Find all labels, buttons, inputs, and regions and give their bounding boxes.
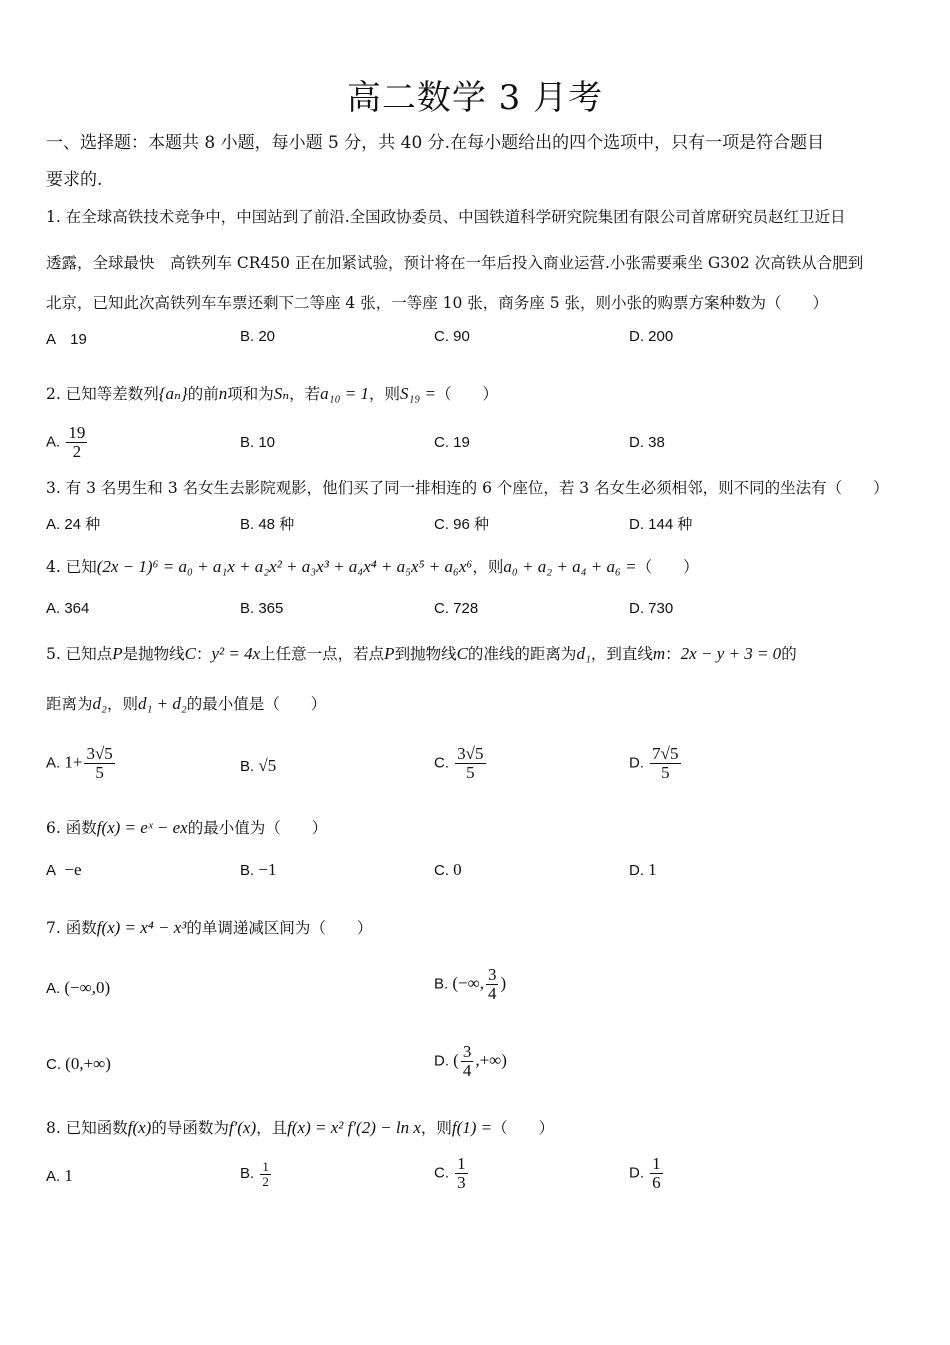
q7-option-c-label: C. (46, 1056, 61, 1073)
q7-suffix: 的单调递减区间为（ ） (186, 919, 373, 937)
q7-option-b-label: B. (434, 975, 449, 993)
q6-option-c-value: 0 (453, 860, 462, 879)
q7-option-d-num: 3 (462, 1042, 472, 1061)
q6-option-d-label: D. (629, 862, 644, 879)
q7-option-b-post: ) (500, 973, 507, 993)
q8-option-d (629, 1155, 665, 1192)
q5-t1: 是抛物线 (122, 645, 185, 663)
q5-line2-mid: ，则 (106, 695, 138, 713)
q6-option-d-value: 1 (648, 860, 657, 879)
q7-option-a-label: A. (46, 980, 61, 997)
q2-option-a-fraction (66, 424, 87, 461)
q6-option-b-label: B. (240, 862, 255, 879)
q7-option-b (434, 966, 506, 1003)
q7-option-d-pre: ( (453, 1050, 459, 1070)
q4-prefix: 4. 已知 (46, 558, 97, 576)
q5-option-d-den: 5 (661, 762, 670, 782)
q8-fpx: f′(x) (228, 1118, 257, 1137)
q8-option-d-num: 1 (652, 1154, 661, 1173)
q6-option-c (434, 860, 462, 880)
q2-ask-pre: ，则 (368, 385, 400, 403)
q3-option-a: A. 24 种 (46, 516, 101, 533)
q7-option-d-den: 4 (462, 1060, 472, 1080)
q5-option-c-den: 5 (466, 762, 475, 782)
q8-option-a-value: 1 (64, 1166, 73, 1185)
q5-p2: P (384, 644, 395, 663)
q5-m: m (652, 644, 666, 663)
q6-option-c-label: C. (434, 862, 449, 879)
q5-option-b (240, 756, 276, 776)
q8-t3: ，则 (420, 1119, 452, 1137)
q8-option-c-den: 3 (457, 1172, 466, 1192)
q5-prefix: 5. 已知点 (46, 645, 113, 663)
q5-option-c-label: C. (434, 754, 449, 772)
q8-option-c-num: 1 (457, 1154, 466, 1173)
q2-option-a-label: A. (46, 433, 61, 451)
q1-line2: 透露，全球最快 高铁列车 CR450 正在加紧试验，预计将在一年后投入商业运营.小张需要乘坐 G302 次高铁从合肥到 (46, 254, 864, 272)
q1-line1: 1. 在全球高铁技术竞争中，中国站到了前沿.全国政协委员、中国铁道科学研究院集团有限公司首席研究员赵红卫近日 (46, 208, 846, 226)
q6-option-b (240, 860, 276, 880)
q5-option-d (629, 745, 683, 782)
q2-condition: a₁₀ = 1 (320, 384, 369, 403)
q8-option-a-label: A. (46, 1168, 61, 1185)
q5-option-d-label: D. (629, 754, 644, 772)
q5-option-b-label: B. (240, 758, 255, 775)
q6-option-d (629, 860, 657, 880)
q8-paren: （ ） (492, 1119, 555, 1137)
q4-stem (46, 555, 699, 577)
q2-option-b: B. 10 (240, 434, 276, 451)
q7-option-d (434, 1043, 507, 1080)
q8-option-d-fraction (650, 1155, 663, 1192)
q7-option-a (46, 978, 110, 998)
q2-option-c: C. 19 (434, 434, 470, 451)
q5-p: P (112, 644, 123, 663)
q8-prefix: 8. 已知函数 (46, 1119, 128, 1137)
q5-c2: C (456, 644, 468, 663)
q2-stem (46, 382, 498, 404)
q8-option-c (434, 1155, 470, 1192)
q5-option-a-num: 3√5 (86, 744, 113, 763)
q7-option-d-fraction (461, 1043, 474, 1080)
q1-line3: 北京，已知此次高铁列车车票还剩下二等座 4 张，一等座 10 张，商务座 5 张，则小张的购票方案种数为（ ） (46, 294, 829, 312)
q4-paren: （ ） (636, 558, 699, 576)
section-heading-line1: 一、选择题：本题共 8 小题，每小题 5 分，共 40 分.在每小题给出的四个选项中，只有一项是符合题目 (46, 133, 825, 153)
q5-stem-line1 (46, 642, 797, 664)
q6-option-a (46, 860, 82, 880)
q5-t2: 上任意一点，若点 (260, 645, 385, 663)
q7-option-c-value: (0,+∞) (65, 1054, 111, 1073)
page-title: 高二数学 3 月考 (346, 78, 604, 118)
q5-t4: 的准线的距离为 (467, 645, 577, 663)
q1-option-a: A 19 (46, 331, 87, 348)
q4-option-c: C. 728 (434, 600, 479, 617)
q8-ask: f(1) = (451, 1118, 493, 1137)
q1-option-d: D. 200 (629, 328, 674, 345)
q8-option-d-label: D. (629, 1164, 644, 1182)
q5-sum: d₁ + d₂ (137, 694, 187, 713)
q6-suffix: 的最小值为（ ） (187, 819, 328, 837)
q8-fx: f(x) (127, 1118, 152, 1137)
q3-option-b: B. 48 种 (240, 516, 295, 533)
q6-prefix: 6. 函数 (46, 819, 97, 837)
q1-option-c: C. 90 (434, 328, 470, 345)
q4-ask: a₀ + a₂ + a₄ + a₆ = (503, 557, 637, 576)
q5-d2: d₂ (92, 694, 107, 713)
q8-option-b (240, 1160, 273, 1188)
q5-option-c-fraction (455, 745, 485, 782)
q5-line: 2x − y + 3 = 0 (680, 644, 782, 663)
q5-parabola: y² = 4x (211, 644, 261, 663)
q6-option-a-label: A (46, 862, 57, 879)
q3-stem: 3. 有 3 名男生和 3 名女生去影院观影，他们买了同一排相连的 6 个座位，若 3 名女生必须相邻，则不同的坐法有（ ） (46, 479, 889, 497)
q5-t5: ，到直线 (590, 645, 653, 663)
q8-t1: 的导函数为 (151, 1119, 229, 1137)
q2-paren: （ ） (436, 385, 499, 403)
q8-expression: f(x) = x² f′(2) − ln x (287, 1118, 421, 1137)
q8-option-a (46, 1166, 73, 1186)
q5-colon2: ： (665, 645, 681, 663)
q5-option-a-den: 5 (95, 762, 104, 782)
q7-option-d-post: ,+∞) (475, 1050, 507, 1070)
q2-option-a (46, 424, 89, 461)
q4-ask-pre: ，则 (472, 558, 504, 576)
q7-option-d-label: D. (434, 1052, 449, 1070)
q3-option-d: D. 144 种 (629, 516, 693, 533)
q6-option-b-value: −1 (258, 860, 277, 879)
q5-colon: ： (195, 645, 212, 663)
q7-prefix: 7. 函数 (46, 919, 97, 937)
q5-option-c-num: 3√5 (457, 744, 484, 763)
q3-option-c: C. 96 种 (434, 516, 490, 533)
q7-stem (46, 916, 372, 938)
q2-sn: Sₙ (273, 384, 290, 403)
q5-line2-pre: 距离为 (46, 695, 93, 713)
section-heading-line2: 要求的. (46, 170, 103, 190)
q5-option-a (46, 745, 117, 782)
q2-ask: S₁₉ = (399, 384, 437, 403)
q8-t2: ，且 (256, 1119, 288, 1137)
q5-t3: 到抛物线 (394, 645, 457, 663)
q8-option-b-den: 2 (262, 1173, 269, 1189)
q1-option-b: B. 20 (240, 328, 276, 345)
q8-option-b-num: 1 (262, 1159, 269, 1174)
q4-option-d: D. 730 (629, 600, 674, 617)
q5-option-a-pre: 1+ (64, 752, 83, 772)
q2-n: n (218, 384, 228, 403)
q2-prefix: 2. 已知等差数列 (46, 385, 159, 403)
q7-expression: f(x) = x⁴ − x³ (96, 918, 187, 937)
q2-sequence: {aₙ} (158, 384, 188, 403)
q8-option-b-label: B. (240, 1165, 255, 1183)
q5-c: C (184, 644, 196, 663)
q6-expression: f(x) = eˣ − ex (96, 818, 188, 837)
q8-option-b-fraction (260, 1160, 271, 1188)
q8-option-c-fraction (455, 1155, 468, 1192)
q5-option-d-fraction (650, 745, 680, 782)
q7-option-b-pre: (−∞, (452, 973, 484, 993)
q7-option-c (46, 1054, 111, 1074)
q2-option-a-num: 19 (68, 423, 86, 442)
q4-expression: (2x − 1)⁶ = a₀ + a₁x + a₂x² + a₃x³ + a₄x⁴ + a₅x⁵ + a₆x⁶ (96, 557, 473, 576)
q2-mid: 的前 (187, 385, 219, 403)
q8-option-d-den: 6 (652, 1172, 661, 1192)
q2-cond-pre: ，若 (289, 385, 321, 403)
q7-option-b-num: 3 (487, 965, 497, 984)
q8-option-c-label: C. (434, 1164, 449, 1182)
q5-t6: 的 (781, 645, 797, 663)
q4-option-b: B. 365 (240, 600, 284, 617)
q7-option-a-value: (−∞,0) (64, 978, 111, 997)
q5-option-c (434, 745, 488, 782)
q4-option-a: A. 364 (46, 600, 90, 617)
q5-option-a-fraction (84, 745, 114, 782)
q2-option-a-den: 2 (72, 441, 82, 461)
q7-option-b-fraction (486, 966, 499, 1003)
q5-option-a-label: A. (46, 754, 61, 772)
q6-option-a-value: −e (64, 860, 82, 879)
q7-option-b-den: 4 (487, 983, 497, 1003)
q2-mid2: 项和为 (227, 385, 274, 403)
q5-d1: d₁ (576, 644, 591, 663)
q6-stem (46, 816, 327, 838)
q5-stem-line2 (46, 692, 326, 714)
q2-option-d: D. 38 (629, 434, 665, 451)
q5-option-d-num: 7√5 (652, 744, 679, 763)
q5-option-b-value: √5 (258, 756, 277, 775)
q8-stem (46, 1116, 554, 1138)
q5-line2-end: 的最小值是（ ） (186, 695, 327, 713)
